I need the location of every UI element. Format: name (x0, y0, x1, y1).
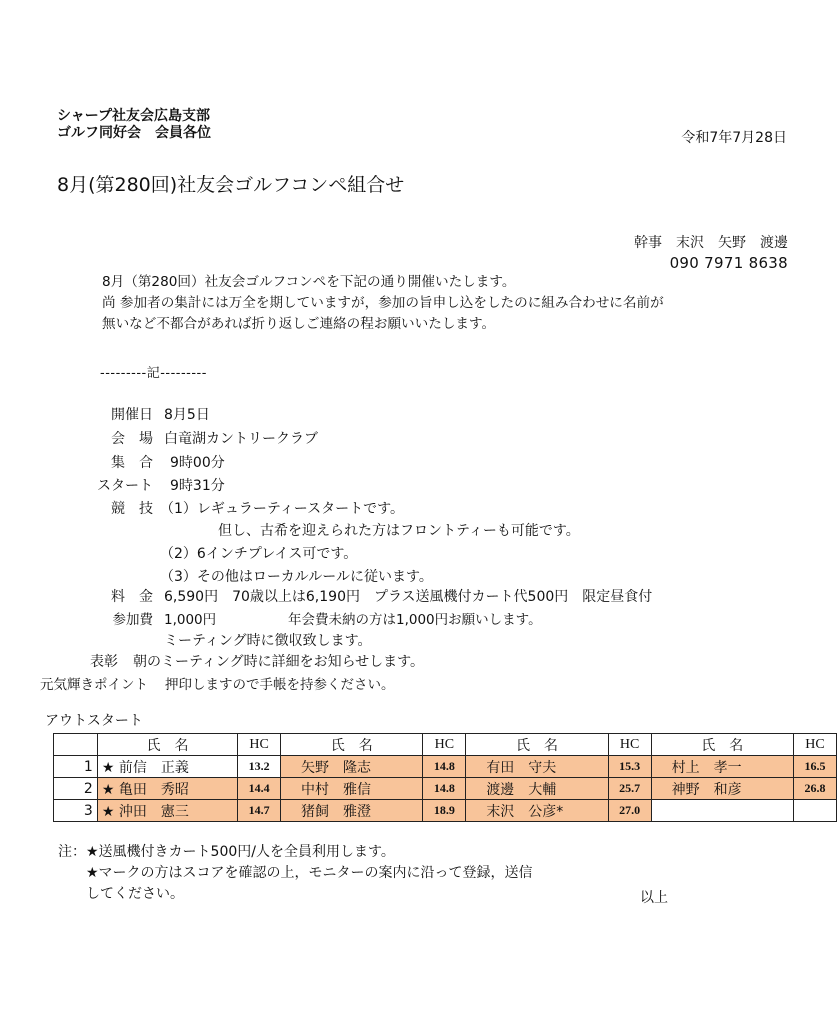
table-row (54, 778, 837, 800)
intro-paragraph (102, 272, 664, 335)
header-name-1: 氏 名 (97, 734, 237, 756)
header-name-2: 氏 名 (281, 734, 423, 756)
contact-phone: 090 7971 8638 (669, 254, 788, 272)
organizers: 幹事 末沢 矢野 渡邊 (634, 235, 788, 251)
points-value: 押印しますので手帳を持参ください。 (165, 677, 395, 693)
meet-value: 9時00分 (170, 455, 225, 471)
table-row (54, 756, 837, 778)
player-handicap (794, 800, 837, 822)
header-name-4: 氏 名 (651, 734, 793, 756)
player-name: 村上 孝一 (651, 756, 793, 778)
comp-label: 競 技 (111, 501, 153, 517)
entry-note: 年会費未納の方は1,000円お願いします。 (288, 612, 542, 628)
points-label: 元気輝きポイント (40, 677, 148, 693)
date-label: 開催日 (111, 407, 153, 423)
pairings-section-title: アウトスタート (45, 713, 143, 729)
player-name: ★ 亀田 秀昭 (97, 778, 237, 800)
header-group-no (54, 734, 98, 756)
start-label: スタート (97, 478, 153, 494)
comp-rule-2: （2）6インチプレイス可です。 (160, 546, 358, 562)
player-handicap: 25.7 (608, 778, 651, 800)
header-hc-4: HC (794, 734, 837, 756)
entry-label: 参加費 (112, 612, 153, 628)
table-row (54, 800, 837, 822)
fee-value: 6,590円 70歳以上は6,190円 プラス送風機付カート代500円 限定昼食付 (164, 589, 653, 605)
document-title: 8月(第280回)社友会ゴルフコンペ組合せ (57, 174, 405, 196)
notes (58, 842, 533, 905)
venue-label: 会 場 (111, 431, 153, 447)
player-handicap: 14.7 (238, 800, 281, 822)
player-handicap: 18.9 (423, 800, 466, 822)
player-handicap: 14.8 (423, 778, 466, 800)
start-value: 9時31分 (170, 478, 225, 494)
header-hc-2: HC (423, 734, 466, 756)
player-handicap: 27.0 (608, 800, 651, 822)
intro-line-2: 尚 参加者の集計には万全を期していますが，参加の旨申し込をしたのに組み合わせに名前が (102, 295, 664, 311)
document-date: 令和7年7月28日 (681, 130, 787, 146)
player-handicap: 14.4 (238, 778, 281, 800)
comp-rule-3: （3）その他はローカルルールに従います。 (160, 569, 433, 585)
player-handicap: 13.2 (238, 756, 281, 778)
player-name: 末沢 公彦* (466, 800, 608, 822)
player-name: 猪飼 雅澄 (281, 800, 423, 822)
player-name: ★ 沖田 憲三 (97, 800, 237, 822)
group-number: 2 (54, 778, 98, 800)
organization-header (57, 108, 211, 142)
player-handicap: 26.8 (794, 778, 837, 800)
note-line-1: 注：★送風機付きカート500円/人を全員利用します。 (58, 844, 395, 860)
player-name: 有田 守夫 (466, 756, 608, 778)
org-line-2: ゴルフ同好会 会員各位 (57, 125, 211, 141)
player-name: 矢野 隆志 (281, 756, 423, 778)
player-name: 渡邊 大輔 (466, 778, 608, 800)
player-handicap: 14.8 (423, 756, 466, 778)
comp-rule-1-note: 但し、古希を迎えられた方はフロントティーも可能です。 (218, 523, 580, 539)
player-name: ★ 前信 正義 (97, 756, 237, 778)
entry-value: 1,000円 (164, 612, 217, 628)
ki-marker: ---------記--------- (100, 366, 207, 381)
pairings-table (53, 733, 837, 822)
entry-note-2: ミーティング時に徴収致します。 (164, 633, 372, 649)
header-hc-1: HC (238, 734, 281, 756)
header-hc-3: HC (608, 734, 651, 756)
award-value: 朝のミーティング時に詳細をお知らせします。 (133, 654, 425, 670)
intro-line-3: 無いなど不都合があれば折り返しご連絡の程お願いいたします。 (102, 316, 496, 332)
organizers-block (634, 233, 788, 273)
date-value: 8月5日 (164, 407, 210, 423)
closing-mark: 以上 (640, 890, 668, 906)
header-name-3: 氏 名 (466, 734, 608, 756)
venue-value: 白竜湖カントリークラブ (164, 431, 318, 447)
player-handicap: 15.3 (608, 756, 651, 778)
player-name: 中村 雅信 (281, 778, 423, 800)
org-line-1: シャープ社友会広島支部 (57, 108, 211, 124)
player-name: 神野 和彦 (651, 778, 793, 800)
player-handicap: 16.5 (794, 756, 837, 778)
note-line-2: ★マークの方はスコアを確認の上，モニターの案内に沿って登録，送信 (86, 865, 533, 881)
note-line-3: してください。 (86, 886, 184, 902)
group-number: 1 (54, 756, 98, 778)
fee-label: 料 金 (111, 589, 153, 605)
intro-line-1: 8月（第280回）社友会ゴルフコンペを下記の通り開催いたします。 (102, 274, 516, 290)
meet-label: 集 合 (111, 455, 153, 471)
comp-rule-1: （1）レギュラーティースタートです。 (160, 501, 404, 517)
player-name (651, 800, 793, 822)
group-number: 3 (54, 800, 98, 822)
award-label: 表彰 (90, 654, 118, 670)
table-header-row (54, 734, 837, 756)
